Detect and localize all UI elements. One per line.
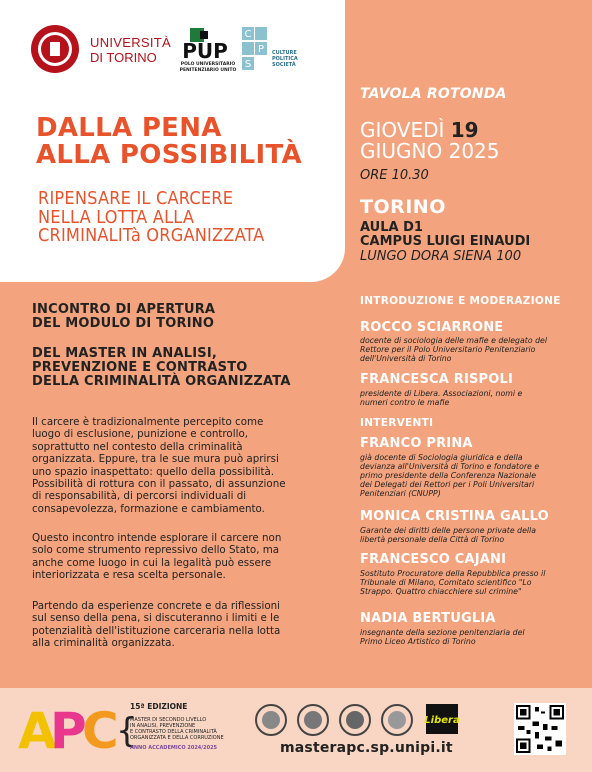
university-line1: UNIVERSITÀ bbox=[90, 35, 172, 50]
svg-text:PUP: PUP bbox=[182, 39, 228, 63]
para-line: solo come strumento repressivo dello Stato, ma bbox=[32, 544, 280, 557]
para-line: Partendo da esperienze concrete e da riflessioni bbox=[32, 600, 281, 612]
speaker-desc bbox=[360, 336, 582, 363]
cps-letter-c: C bbox=[244, 29, 252, 40]
cps-letter-p: P bbox=[257, 44, 265, 55]
speaker-desc bbox=[360, 526, 582, 544]
event-day-name: GIOVEDÌ bbox=[360, 118, 445, 142]
intro-paragraph-2 bbox=[32, 532, 307, 582]
cps-caption-line: CULTURE bbox=[272, 50, 297, 56]
speaker-desc-line: dell'Università di Torino bbox=[360, 354, 452, 363]
para-line: luogo di esclusione, punizione e controllo, bbox=[32, 428, 249, 441]
unito-wordmark bbox=[90, 35, 171, 65]
cps-caption-line: POLITICA bbox=[272, 56, 298, 62]
apc-master-text bbox=[130, 717, 240, 741]
cps-caption-line: SOCIETÀ bbox=[272, 62, 296, 68]
university-seal-2 bbox=[297, 704, 329, 736]
interventions-heading: INTERVENTI bbox=[360, 417, 434, 429]
event-city: TORINO bbox=[360, 196, 446, 218]
apc-text-line: IN ANALISI, PREVENZIONE bbox=[130, 723, 196, 729]
master-heading-line: DELLA CRIMINALITÀ ORGANIZZATA bbox=[32, 374, 291, 389]
speaker-desc-line: Tribunale di Milano, Comitato scientifico "Lo bbox=[360, 578, 532, 587]
event-date bbox=[360, 120, 500, 162]
university-seal-3 bbox=[339, 704, 371, 736]
speaker-desc-line: già docente di Sociologia giuridica e della bbox=[360, 453, 523, 462]
intro-paragraph-1 bbox=[32, 416, 307, 515]
speaker-desc-line: libertà personale della Città di Torino bbox=[360, 535, 505, 544]
speaker-name: MONICA CRISTINA GALLO bbox=[360, 509, 549, 524]
para-line: interiorizzata e resa scelta personale. bbox=[32, 569, 226, 582]
speaker-desc-line: numeri contro le mafie bbox=[360, 398, 450, 407]
apc-logo bbox=[18, 702, 138, 760]
event-day-num: 19 bbox=[450, 118, 479, 142]
speaker-desc-line: Garante dei diritti delle persone private della bbox=[360, 526, 536, 535]
para-line: anche come luogo in cui la legalità può essere bbox=[32, 556, 272, 569]
title-line: DALLA PENA bbox=[36, 113, 222, 143]
para-line: potenzialità dell'istituzione carceraria nella lotta bbox=[32, 624, 281, 637]
subtitle-line: NELLA LOTTA ALLA bbox=[38, 206, 195, 228]
speaker-desc bbox=[360, 569, 582, 596]
svg-text:A: A bbox=[18, 702, 57, 760]
master-website-link[interactable]: masterapc.sp.unipi.it bbox=[280, 740, 453, 756]
speaker-desc bbox=[360, 453, 582, 498]
speaker-desc-line: docente di sociologia delle mafie e delegato del bbox=[360, 336, 548, 345]
cps-logo bbox=[242, 27, 268, 71]
para-line: organizzata. Eppure, tra le sue mura può aprirsi bbox=[32, 453, 279, 466]
event-time: ORE 10.30 bbox=[360, 168, 429, 183]
title-line: ALLA POSSIBILITÀ bbox=[36, 140, 302, 170]
speaker-name: FRANCESCO CAJANI bbox=[360, 552, 507, 567]
para-line: sul senso della pena, si discuteranno i limiti e le bbox=[32, 612, 280, 625]
university-seal-4 bbox=[381, 704, 413, 736]
para-line: consapevolezza, formazione e cambiamento. bbox=[32, 502, 265, 515]
speaker-desc bbox=[360, 389, 582, 407]
speaker-desc bbox=[360, 628, 582, 646]
master-heading-line: DEL MASTER IN ANALISI, bbox=[32, 346, 218, 361]
master-heading-line: PREVENZIONE E CONTRASTO bbox=[32, 360, 248, 375]
apc-edition: 15ª EDIZIONE bbox=[130, 702, 188, 711]
event-type: TAVOLA ROTONDA bbox=[360, 86, 507, 102]
para-line: soprattutto nel contesto della criminalità bbox=[32, 440, 243, 453]
speaker-name: NADIA BERTUGLIA bbox=[360, 611, 496, 626]
speaker-desc-line: Sostituto Procuratore della Repubblica presso il bbox=[360, 569, 546, 578]
speaker-desc-line: presidente di Libera. Associazioni, nomi e bbox=[360, 389, 523, 398]
cps-caption bbox=[272, 50, 298, 68]
svg-text:{: { bbox=[116, 711, 138, 751]
speaker-desc-line: Rettore per il Polo Universitario Penitenziario bbox=[360, 345, 536, 354]
event-venue bbox=[360, 221, 530, 249]
svg-text:Libera: Libera bbox=[424, 715, 460, 726]
intro-heading bbox=[32, 303, 215, 331]
svg-text:P: P bbox=[50, 702, 87, 760]
apc-text-line: E CONTRASTO DELLA CRIMINALITÀ bbox=[130, 729, 217, 735]
libera-logo bbox=[426, 704, 458, 734]
moderation-heading: INTRODUZIONE E MODERAZIONE bbox=[360, 295, 561, 307]
para-line: di responsabilità, di percorsi individuali di bbox=[32, 490, 247, 503]
subtitle-line: CRIMINALITà ORGANIZZATA bbox=[38, 225, 265, 246]
university-line2: DI TORINO bbox=[90, 50, 157, 65]
speaker-name: FRANCESCA RISPOLI bbox=[360, 372, 514, 387]
subtitle bbox=[38, 190, 264, 246]
para-line: Possibilità di rottura con il passato, di assunzione bbox=[32, 478, 286, 491]
intro-paragraph-3 bbox=[32, 600, 307, 650]
para-line: Questo incontro intende esplorare il carcere non bbox=[32, 532, 282, 544]
speaker-desc-line: dei Delegati dei Rettori per i Poli Universitari bbox=[360, 480, 535, 489]
para-line: Il carcere è tradizionalmente percepito come bbox=[32, 416, 264, 428]
speaker-desc-line: primo presidente della Conferenza Nazionale bbox=[360, 471, 537, 480]
speaker-desc-line: insegnante della sezione penitenziaria del bbox=[360, 628, 525, 637]
event-room: AULA D1 bbox=[360, 220, 423, 235]
speaker-desc-line: Penitenziari (CNUPP) bbox=[360, 489, 441, 498]
unito-seal-logo bbox=[30, 24, 80, 74]
event-street: LUNGO DORA SIENA 100 bbox=[360, 249, 522, 264]
event-campus: CAMPUS LUIGI EINAUDI bbox=[360, 234, 531, 249]
speaker-desc-line: Strappo. Quattro chiacchiere sul crimine" bbox=[360, 587, 522, 596]
intro-heading-line: INCONTRO DI APERTURA bbox=[32, 302, 216, 317]
speaker-desc-line: devianza all'Università di Torino e fondatore e bbox=[360, 462, 540, 471]
para-line: alla criminalità organizzata. bbox=[32, 637, 175, 650]
main-title bbox=[36, 115, 302, 169]
event-month-year: GIUGNO 2025 bbox=[360, 139, 500, 163]
intro-heading-line: DEL MODULO DI TORINO bbox=[32, 316, 215, 331]
speaker-name: ROCCO SCIARRONE bbox=[360, 320, 504, 335]
qr-code[interactable] bbox=[514, 703, 566, 755]
svg-text:C: C bbox=[82, 702, 119, 760]
speaker-name: FRANCO PRINA bbox=[360, 436, 473, 451]
cps-letter-s: S bbox=[244, 59, 252, 70]
university-seal-1 bbox=[255, 704, 287, 736]
apc-academic-year: ANNO ACCADEMICO 2024/2025 bbox=[130, 745, 218, 751]
pup-caption: POLO UNIVERSITARIO PENITENZIARIO UNITO bbox=[179, 62, 237, 73]
speaker-desc-line: Primo Liceo Artistico di Torino bbox=[360, 637, 476, 646]
master-heading bbox=[32, 347, 291, 389]
apc-text-line: ORGANIZZATA E DELLA CORRUZIONE bbox=[130, 735, 224, 741]
apc-text-line: MASTER DI SECONDO LIVELLO bbox=[130, 717, 207, 723]
subtitle-line: RIPENSARE IL CARCERE bbox=[38, 188, 234, 209]
para-line: uno spazio inaspettato: quello della possibilità. bbox=[32, 465, 275, 478]
